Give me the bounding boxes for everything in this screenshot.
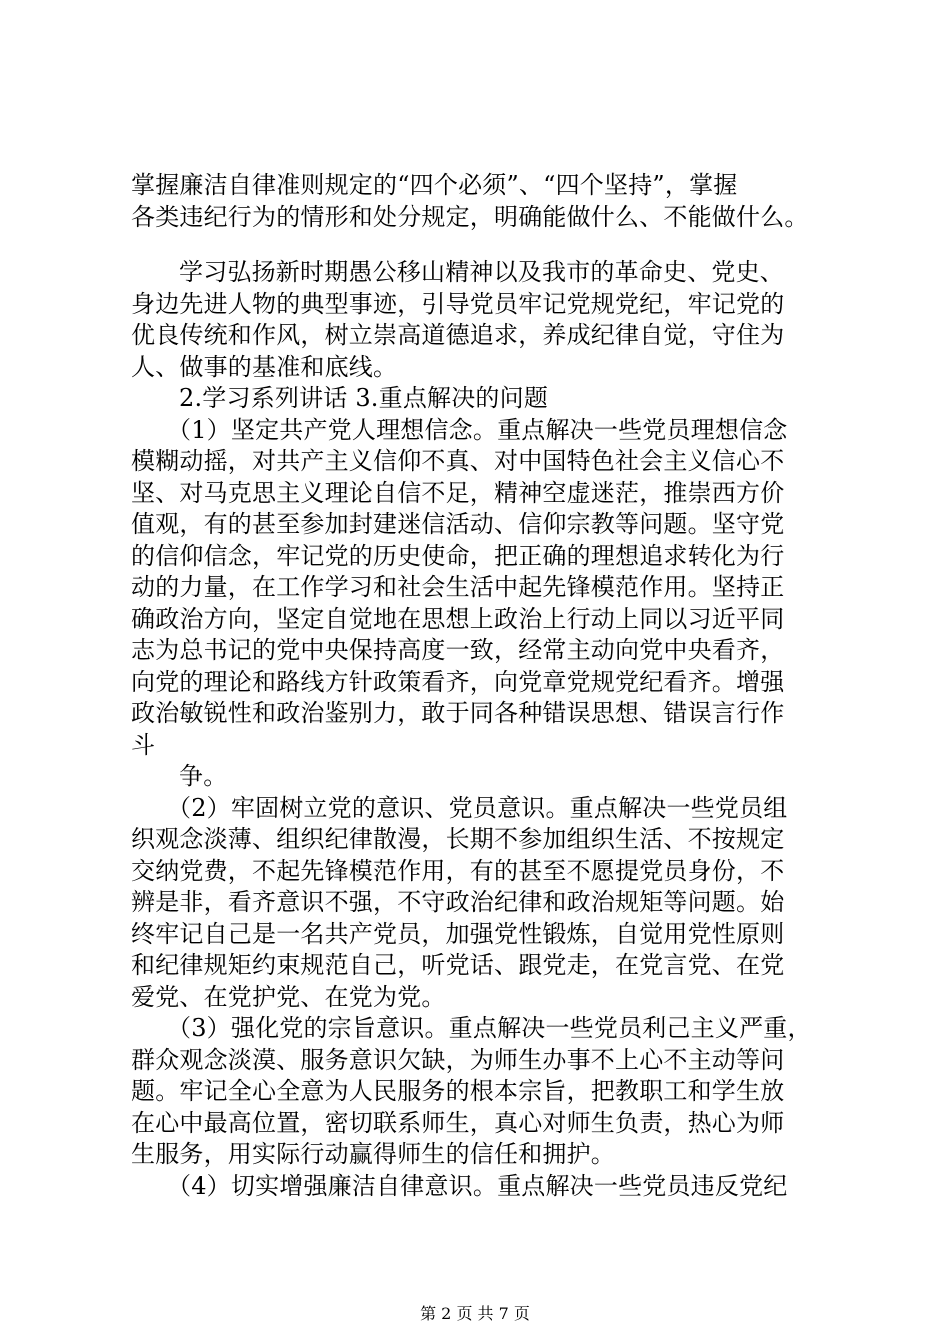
text-line: （3）强化党的宗旨意识。重点解决一些党员利己主义严重， (167, 1014, 812, 1042)
text-line: 各类违纪行为的情形和处分规定，明确能做什么、不能做什么。 (131, 202, 809, 231)
text-line: 在心中最高位置，密切联系师生，真心对师生负责，热心为师 (131, 1108, 785, 1137)
text-line: （2）牢固树立党的意识、党员意识。重点解决一些党员组 (167, 793, 788, 822)
text-line: （4）切实增强廉洁自律意识。重点解决一些党员违反党纪 (167, 1171, 788, 1200)
text-line: 政治敏锐性和政治鉴别力，敢于同各种错误思想、错误言行作 (131, 699, 785, 727)
page-number-footer: 第 2 页 共 7 页 (420, 1304, 530, 1323)
text-line: 交纳党费，不起先锋模范作用，有的甚至不愿提党员身份，不 (131, 856, 785, 885)
paragraph-gap (131, 233, 831, 257)
text-line: 掌握廉洁自律准则规定的“四个必须”、“四个坚持”，掌握 (131, 171, 738, 199)
text-line: 动的力量，在工作学习和社会生活中起先锋模范作用。坚持正 (131, 573, 785, 601)
text-line: 人、做事的基准和底线。 (131, 352, 398, 381)
text-line: 模糊动摇，对共产主义信仰不真、对中国特色社会主义信心不 (131, 447, 785, 475)
text-line: 确政治方向，坚定自觉地在思想上政治上行动上同以习近平同 (131, 604, 785, 633)
text-line: 终牢记自己是一名共产党员，加强党性锻炼，自觉用党性原则 (131, 919, 785, 948)
text-line: 的信仰信念，牢记党的历史使命，把正确的理想追求转化为行 (131, 541, 785, 570)
text-line: 题。牢记全心全意为人民服务的根本宗旨，把教职工和学生放 (131, 1077, 785, 1105)
text-line: 向党的理论和路线方针政策看齐，向党章党规党纪看齐。增强 (131, 667, 785, 696)
text-line: 身边先进人物的典型事迹，引导党员牢记党规党纪，牢记党的 (131, 289, 785, 318)
text-line: 爱党、在党护党、在党为党。 (131, 982, 446, 1011)
text-line: 织观念淡薄、组织纪律散漫，长期不参加组织生活、不按规定 (131, 825, 785, 853)
text-line: 学习弘扬新时期愚公移山精神以及我市的革命史、党史、 (179, 258, 784, 286)
document-body (131, 170, 831, 1202)
text-line: 志为总书记的党中央保持高度一致，经常主动向党中央看齐， (131, 636, 785, 664)
text-line: 斗 (131, 730, 156, 759)
text-line: 争。 (179, 762, 228, 790)
text-line: 和纪律规矩约束规范自己，听党话、跟党走，在党言党、在党 (131, 951, 785, 979)
text-line: 群众观念淡漠、服务意识欠缺，为师生办事不上心不主动等问 (131, 1045, 785, 1074)
section-heading: 2.学习系列讲话 3.重点解决的问题 (179, 384, 549, 412)
text-line: 值观，有的甚至参加封建迷信活动、信仰宗教等问题。坚守党 (131, 510, 785, 538)
text-line: 优良传统和作风，树立崇高道德追求，养成纪律自觉，守住为 (131, 321, 785, 349)
text-line: 坚、对马克思主义理论自信不足，精神空虚迷茫，推崇西方价 (131, 478, 785, 507)
text-line: 生服务，用实际行动赢得师生的信任和拥护。 (131, 1140, 615, 1168)
text-line: 辨是非，看齐意识不强，不守政治纪律和政治规矩等问题。始 (131, 888, 785, 916)
text-line: （1）坚定共产党人理想信念。重点解决一些党员理想信念 (167, 415, 788, 444)
